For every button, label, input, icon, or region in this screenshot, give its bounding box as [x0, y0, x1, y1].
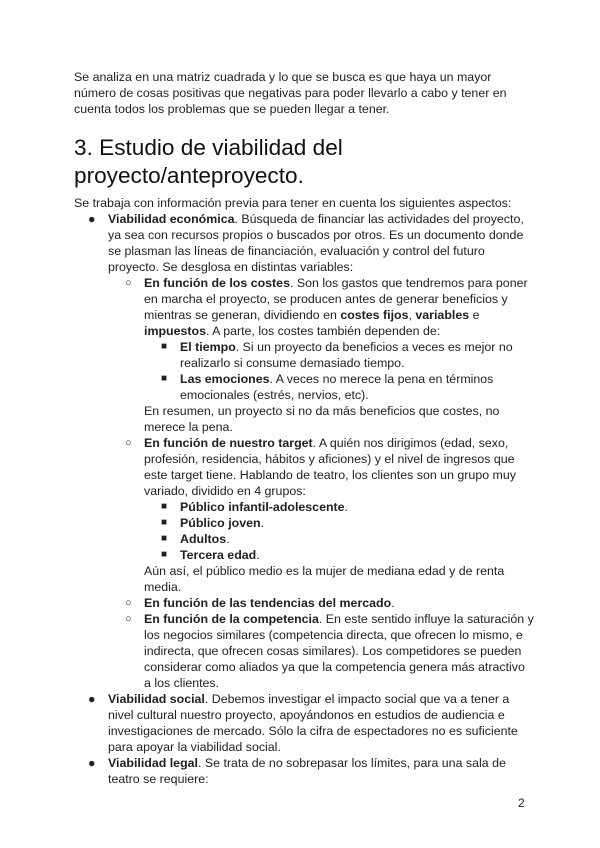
bullet-disc-icon: ● [88, 212, 96, 226]
bullet-square-icon: ■ [161, 501, 168, 512]
term-impuestos: impuestos [144, 324, 206, 338]
item-text: . A quién nos dirigimos (edad, sexo, profesión, residencia, hábitos y aficiones) y el nivel de ingresos que este target tiene. Hablando de teatro, los clientes son un grupo muy variado, dividido en 4 grupos: [144, 436, 516, 498]
list-item-legal [74, 755, 534, 787]
list-item-group: ■ Público infantil-adolescente. [161, 500, 348, 514]
bullet-square-icon: ■ [161, 549, 168, 560]
item-title: En función de nuestro target [144, 436, 313, 450]
term-costes-fijos: costes fijos [340, 308, 409, 322]
item-title: En función de los costes [144, 276, 290, 290]
list-item-group: ■ Público joven. [161, 516, 265, 530]
bullet-circle-icon: ○ [125, 597, 132, 609]
item-text: . Si un proyecto da beneficios a veces es mejor no realizarlo si consume demasiado tiempo. [180, 340, 513, 370]
bullet-square-icon: ■ [161, 517, 168, 528]
item-title: Viabilidad social [108, 692, 205, 706]
item-title: En función de las tendencias del mercado [144, 596, 392, 610]
page-number: 2 [518, 796, 525, 810]
item-text: . Búsqueda de financiar las actividades del proyecto, ya sea con recursos propios o buscados por otros. Es un documento donde se plasman las líneas de financiación, evaluación y control del futuro proyecto. Se desglosa en distintas variables: [108, 212, 524, 274]
list-item-tiempo [144, 339, 534, 371]
bullet-circle-icon: ○ [125, 437, 132, 449]
bullet-square-icon: ■ [161, 373, 168, 384]
bullet-circle-icon: ○ [125, 613, 132, 625]
item-text: . Se trata de no sobrepasar los límites, para una sala de teatro se requiere: [108, 756, 506, 786]
page-content [74, 69, 534, 787]
list-item-social [74, 691, 534, 755]
bullet-square-icon: ■ [161, 533, 168, 544]
audience-groups-list [144, 499, 534, 563]
list-item-tendencias: ○ En función de las tendencias del mercado. [125, 596, 395, 610]
list-item-target [108, 435, 534, 595]
list-item-group: ■ Tercera edad. [161, 548, 260, 562]
list-item-competencia [108, 611, 534, 691]
item-title: El tiempo [180, 340, 236, 354]
list-item-group: ■ Adultos. [161, 532, 230, 546]
lead-paragraph: Se trabaja con información previa para tener en cuenta los siguientes aspectos: [74, 196, 512, 210]
cost-factors-list [144, 339, 534, 403]
item-title: Las emociones [180, 372, 270, 386]
item-text: . Son los gastos que tendremos para poner en marcha el proyecto, se producen antes de generar beneficios y mientras se generan, dividiendo en [144, 276, 528, 322]
bullet-disc-icon: ● [88, 692, 96, 706]
bullet-disc-icon: ● [88, 756, 96, 770]
variables-list [108, 275, 534, 691]
aspects-list [74, 211, 534, 787]
item-text: . Debemos investigar el impacto social que va a tener a nivel cultural nuestro proyecto, apoyándonos en estudios de audiencia e investigaciones de mercado. Sólo la cifra de espectadores no es suficiente para apoyar la viabilidad social. [108, 692, 518, 754]
term-variables: variables [415, 308, 470, 322]
list-item-economica [74, 211, 534, 691]
bullet-square-icon: ■ [161, 341, 168, 352]
costes-summary: En resumen, un proyecto si no da más beneficios que costes, no merece la pena. [144, 404, 500, 434]
list-item-costes: ○ En función de los costes. Son los gastos que tendremos para poner en marcha el proyecto, se producen antes de generar beneficios y mientras se generan, dividiendo en costes fijos, variables e impuestos. A parte, los costes también dependen de: ■ El tiempo. Si un proyecto da beneficios a veces es mejor no realizarlo si consume demasiado tiempo. ■ Las emociones. A veces no merece la pena en términos emocionales (estrés, nervios, etc). En resumen, un proyecto si no da más beneficios que costes, no merece la pena. [108, 275, 534, 435]
item-text: . A parte, los costes también dependen de: [205, 324, 441, 338]
item-text: . En este sentido influye la saturación y los negocios similares (competencia directa, que ofrecen lo mismo, e indirecta, que ofrecen cosas similares). Los competidores se pueden considerar como aliados ya que la competencia genera más atractivo a los clientes. [144, 612, 534, 690]
intro-paragraph: Se analiza en una matriz cuadrada y lo que se busca es que haya un mayor número de cosas positivas que negativas para poder llevarlo a cabo y tener en cuenta todos los problemas que se pueden llegar a tener. [74, 70, 507, 116]
section-heading: 3. Estudio de viabilidad del proyecto/anteproyecto. [74, 135, 343, 188]
group-label: Público infantil-adolescente [180, 500, 345, 514]
bullet-circle-icon: ○ [125, 277, 132, 289]
group-label: Adultos [180, 532, 227, 546]
target-summary: Aún así, el público medio es la mujer de mediana edad y de renta media. [144, 564, 505, 594]
item-title: En función de la competencia [144, 612, 319, 626]
item-text: . A veces no merece la pena en términos emocionales (estrés, nervios, etc). [180, 372, 494, 402]
list-item-emociones [144, 371, 534, 403]
item-title: Viabilidad económica [108, 212, 235, 226]
group-label: Tercera edad [180, 548, 257, 562]
item-title: Viabilidad legal [108, 756, 198, 770]
group-label: Público joven [180, 516, 261, 530]
